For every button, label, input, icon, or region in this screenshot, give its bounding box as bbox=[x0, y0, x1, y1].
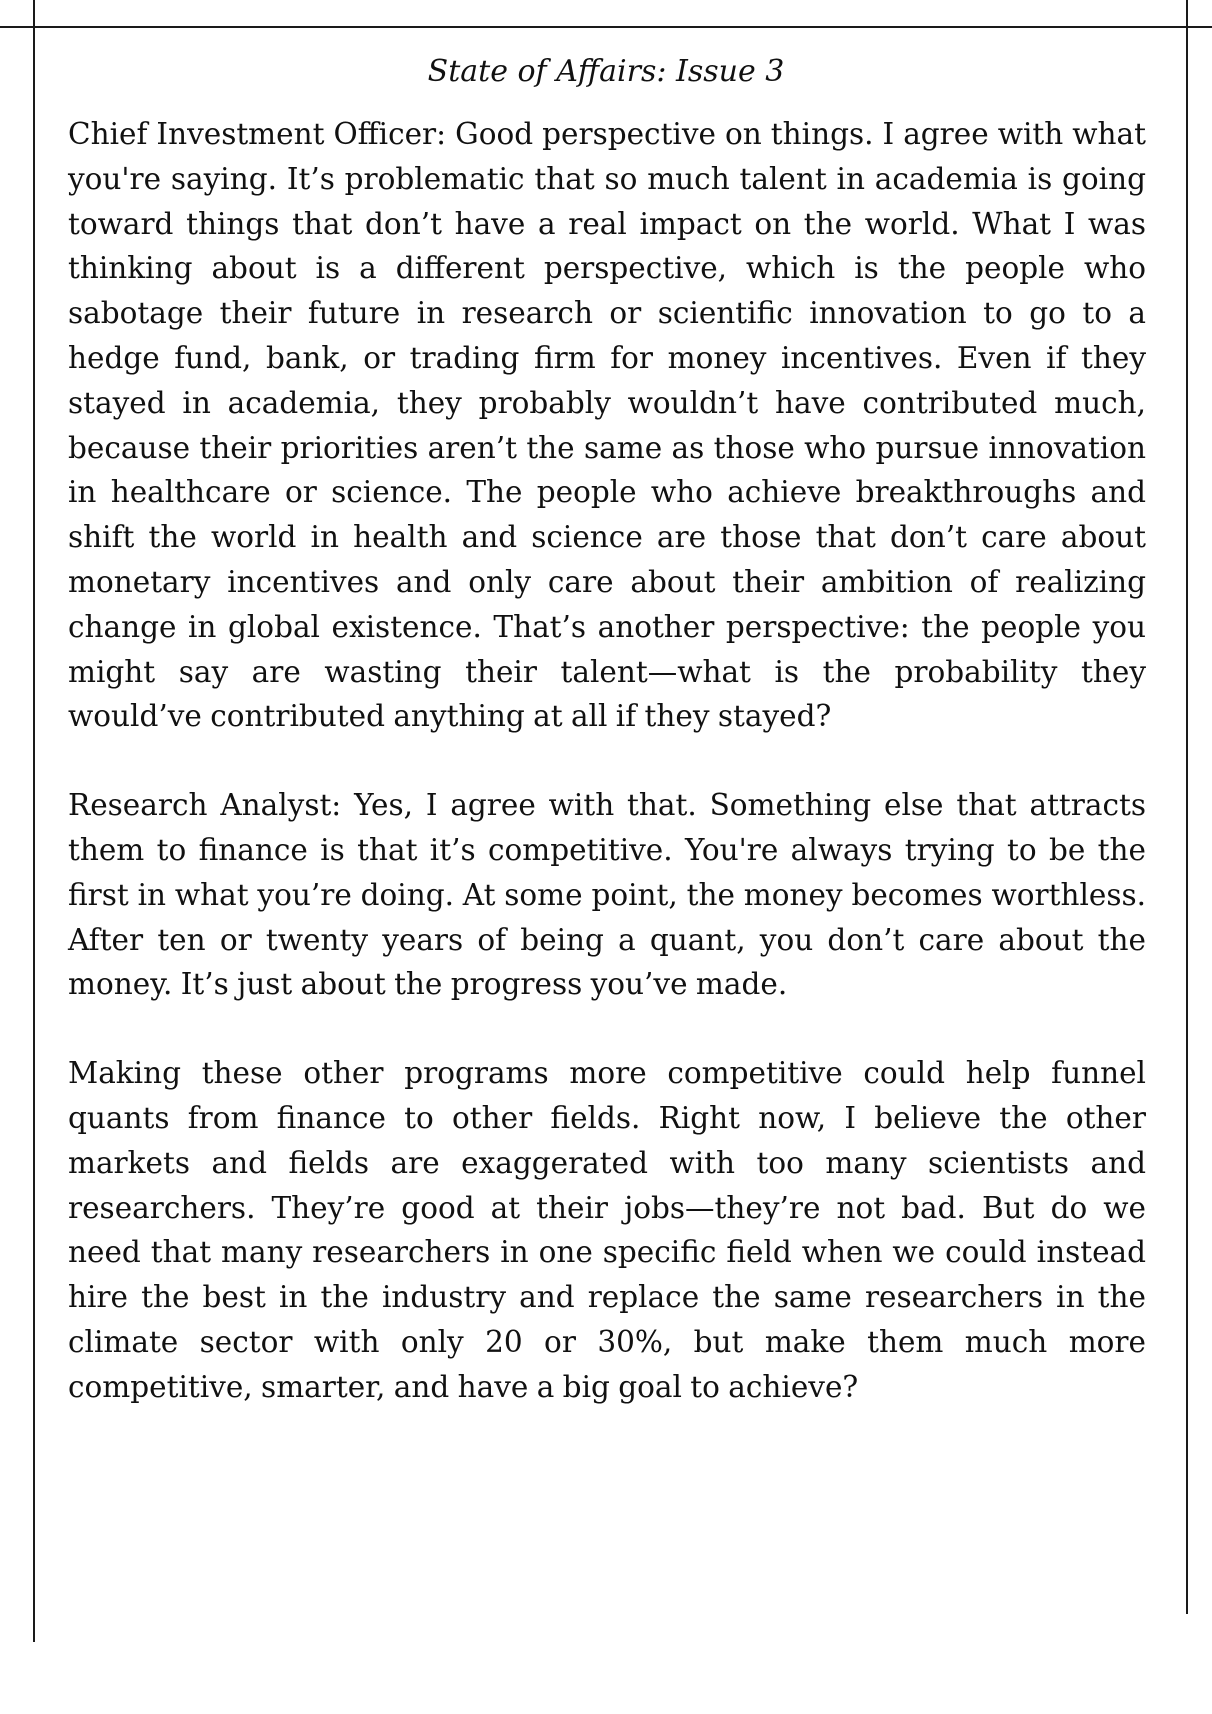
paragraph-analyst-continuation: Making these other programs more competitive could help funnel quants from finance to other fields. Right now, I believe the other markets and fields are exaggerated with too many scientists and researchers. They’re good at their jobs—they’re not bad. But do we need that many researchers in one specific field when we could instead hire the best in the industry and replace the same researchers in the climate sector with only 20 or 30%, but make them much more competitive, smarter, and have a big goal to achieve? bbox=[68, 1056, 1146, 1404]
paragraph-analyst-response: Research Analyst: Yes, I agree with that. Something else that attracts them to finance is that it’s competitive. You're always trying to be the first in what you’re doing. At some point, the money becomes worthless. After ten or twenty years of being a quant, you don’t care about the money. It’s just about the progress you’ve made. bbox=[68, 788, 1146, 1002]
left-border-line bbox=[33, 0, 35, 1642]
right-border-line bbox=[1186, 0, 1188, 1614]
article-body bbox=[68, 112, 1146, 1454]
paragraph-cio-response: Chief Investment Officer: Good perspective on things. I agree with what you're saying. It’s problematic that so much talent in academia is going toward things that don’t have a real impact on the world. What I was thinking about is a different perspective, which is the people who sabotage their future in research or scientific innovation to go to a hedge fund, bank, or trading firm for money incentives. Even if they stayed in academia, they probably wouldn’t have contributed much, because their priorities aren’t the same as those who pursue innovation in healthcare or science. The people who achieve breakthroughs and shift the world in health and science are those that don’t care about monetary incentives and only care about their ambition of realizing change in global existence. That’s another perspective: the people you might say are wasting their talent—what is the probability they would’ve contributed anything at all if they stayed? bbox=[68, 117, 1146, 734]
page-title: State of Affairs: Issue 3 bbox=[427, 54, 785, 89]
top-border-line bbox=[0, 26, 1212, 28]
